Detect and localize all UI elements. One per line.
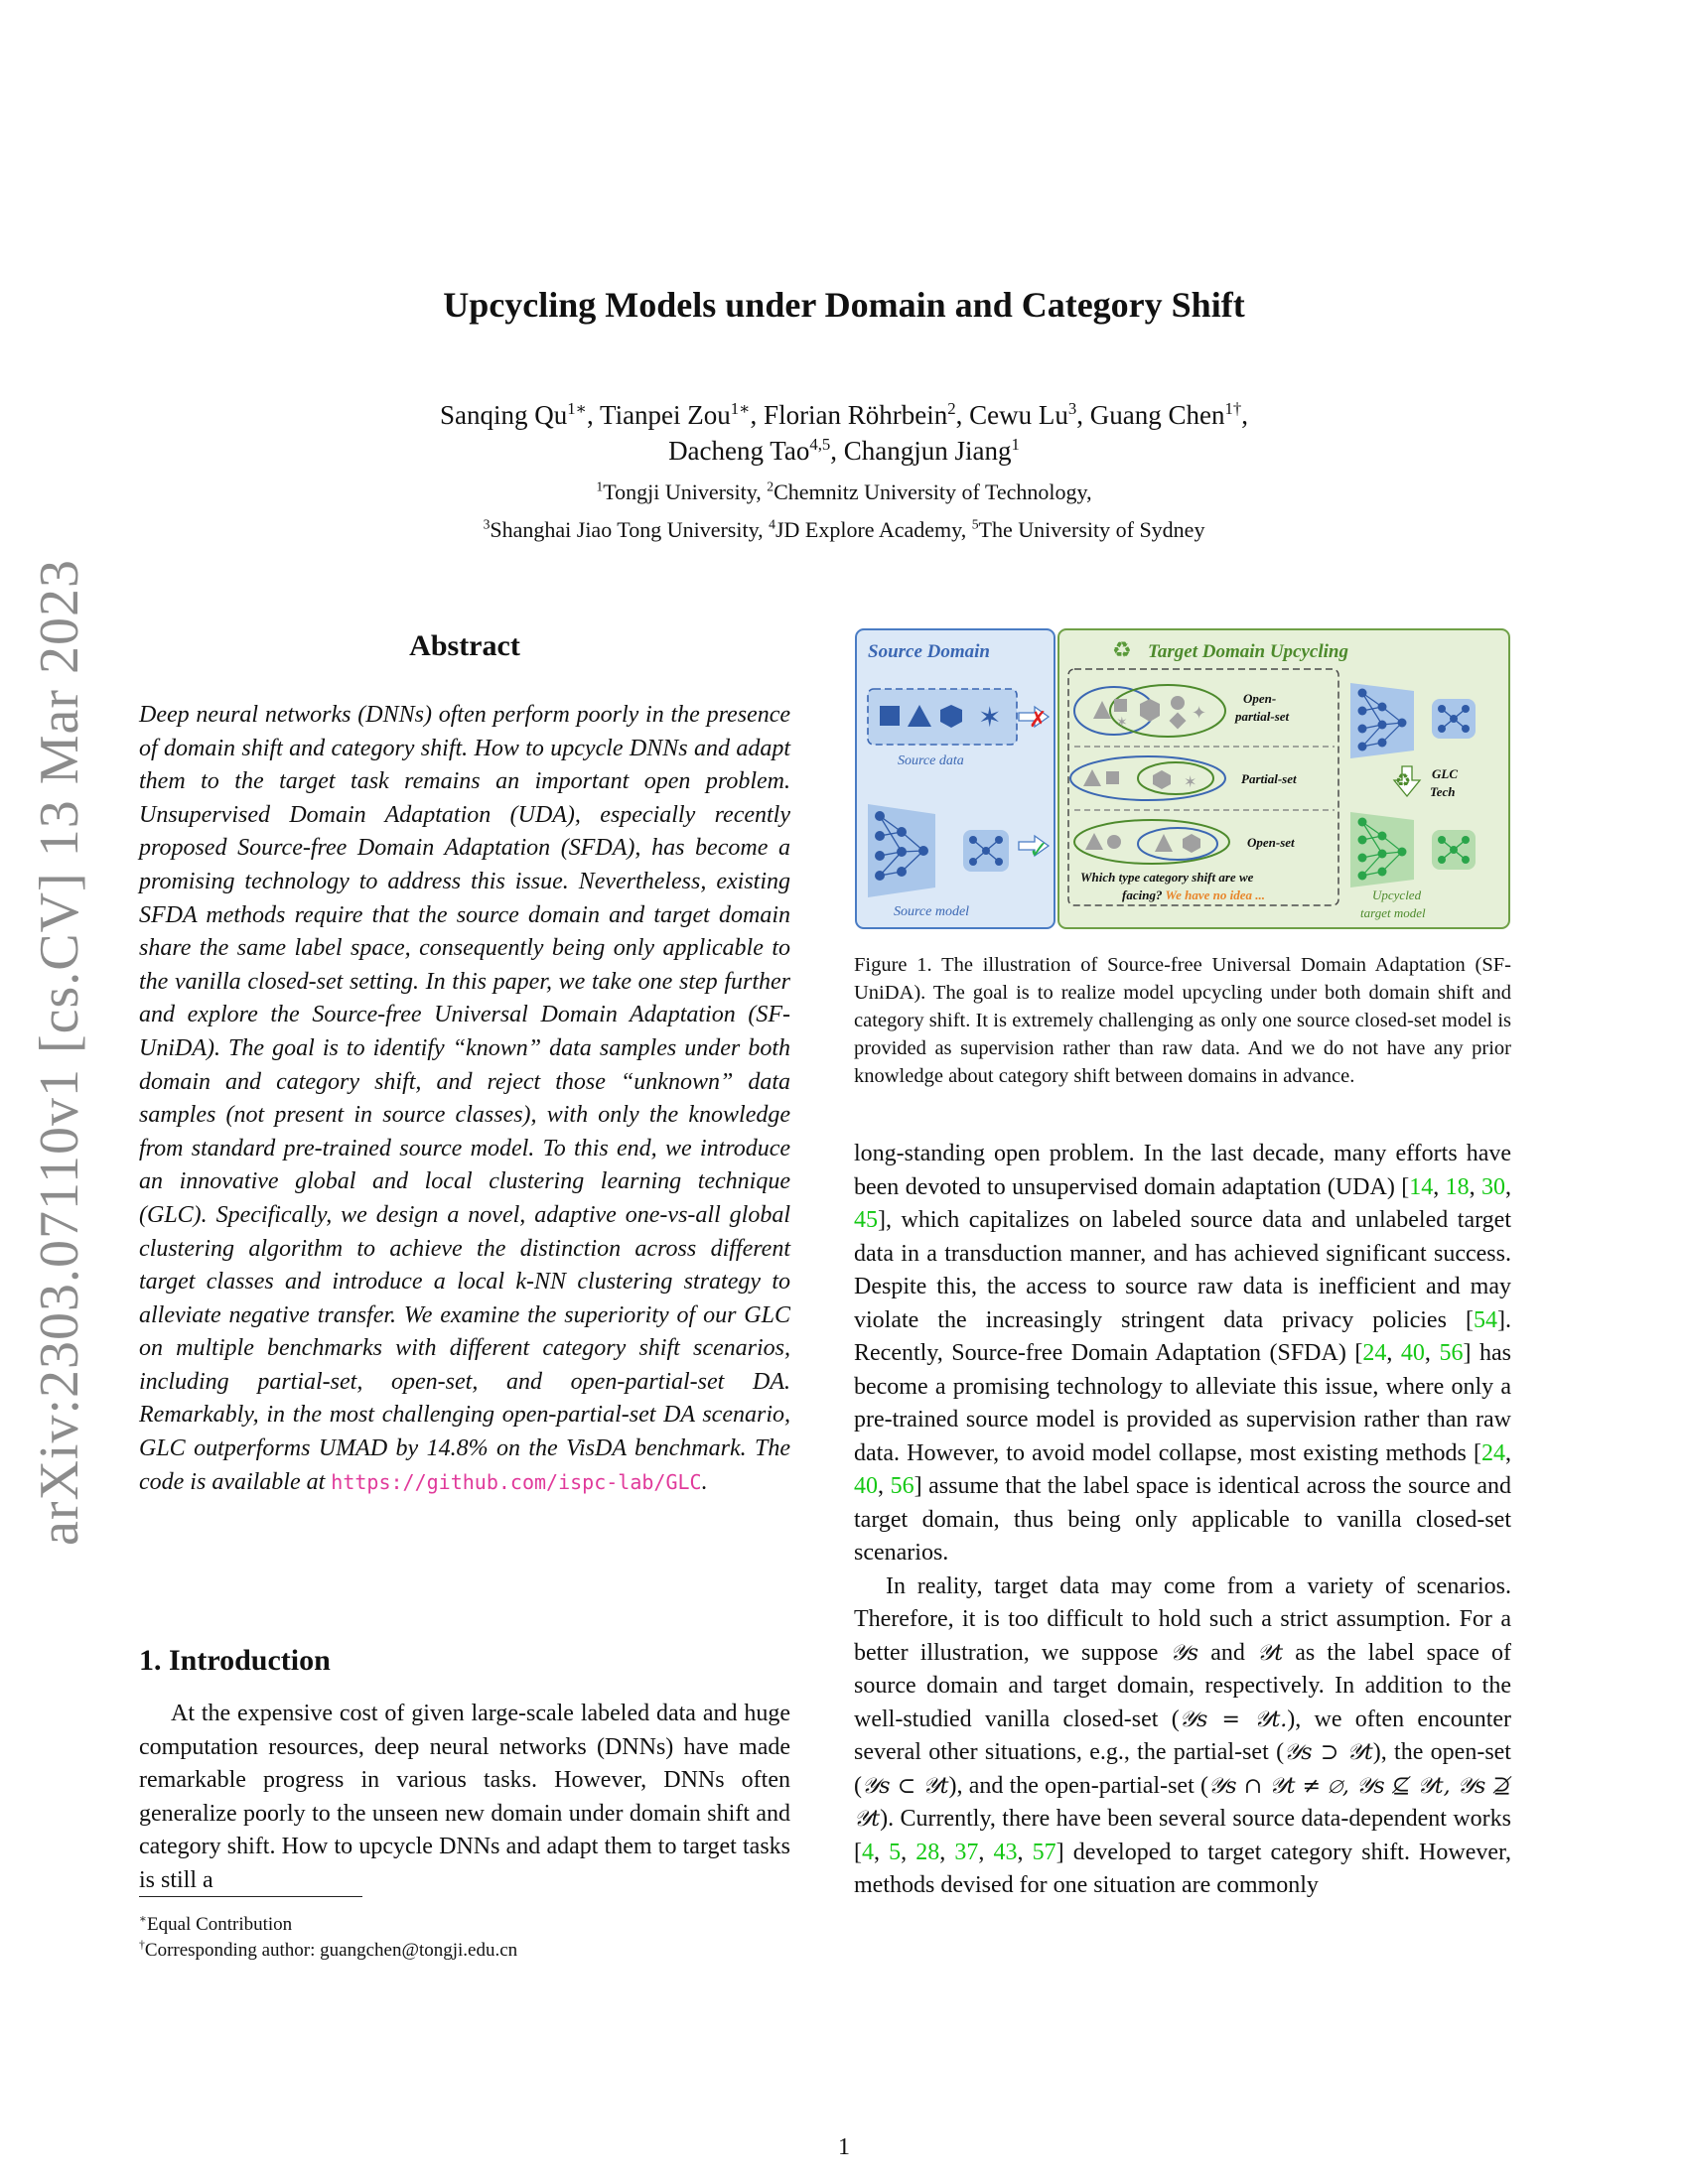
citation-link[interactable]: 24 (1481, 1439, 1505, 1466)
open-partial-set-label-1: Open- (1243, 691, 1277, 706)
citation-link[interactable]: 54 (1474, 1306, 1497, 1333)
abstract-heading: Abstract (409, 629, 520, 662)
citation-link[interactable]: 37 (954, 1839, 979, 1865)
recycle-icon: ♻ (1395, 770, 1412, 791)
citation-link[interactable]: 5 (889, 1839, 902, 1865)
math: 𝒴t (1256, 1640, 1284, 1666)
page-number: 1 (838, 2134, 850, 2160)
author: Tianpei Zou$^{1∗}$ (600, 399, 751, 430)
question-line-2: facing? We have no idea ... (1122, 887, 1265, 902)
pretrained-classifier-icon (1432, 699, 1476, 739)
math: 𝒴s ⊂ 𝒴t (862, 1773, 949, 1799)
upcycled-network-icon (1350, 812, 1414, 887)
math: 𝒴s ⊃ 𝒴t (1284, 1740, 1373, 1765)
intro-heading: 1. Introduction (139, 1644, 331, 1677)
source-classifier-icon (963, 830, 1009, 872)
footnote-equal: ∗Equal Contribution (139, 1912, 293, 1935)
figure-caption: Figure 1. The illustration of Source-free Universal Domain Adaptation (SF-UniDA). The goal is to realize model upcycling under both domain shift and category shift. It is extremely challenging as only one source closed-set model is provided as supervision rather than raw data. And we do not have any prior knowledge about category shift between domains in advance. (854, 954, 1511, 1087)
pretrained-network-icon (1350, 683, 1414, 758)
glc-label-1: GLC (1432, 766, 1458, 781)
source-data-label: Source data (898, 753, 964, 768)
citation-link[interactable]: 43 (993, 1839, 1018, 1865)
upcycled-label-2: target model (1360, 905, 1426, 920)
author: Florian Röhrbein$^2$ (764, 399, 956, 430)
question-line-1: Which type category shift are we (1080, 870, 1254, 885)
paper-title: Upcycling Models under Domain and Category Shift (443, 285, 1245, 325)
cross-icon: ✗ (1029, 708, 1048, 733)
star-icon: ✶ (978, 701, 1002, 734)
affiliation-line-1: $^1$Tongji University, $^2$Chemnitz University of Technology, (596, 478, 1092, 504)
svg-text:✶: ✶ (1184, 772, 1197, 791)
source-domain-label: Source Domain (868, 641, 990, 662)
citation-link[interactable]: 40 (854, 1473, 878, 1499)
footnotes (139, 1912, 790, 1964)
paragraph: In reality, target data may come from a variety of scenarios. Therefore, it is too difficult to hold such a strict assumption. For a better illustration, we suppose 𝒴s and 𝒴t as the label space of source domain and target domain, respectively. In addition to the well-studied vanilla closed-set (𝒴s = 𝒴t.), we often encounter several other situations, e.g., the partial-set (𝒴s ⊃ 𝒴t), the open-set (𝒴s ⊂ 𝒴t), and the open-partial-set (𝒴s ∩ 𝒴t ≠ ∅, 𝒴s ⊈ 𝒴t, 𝒴s ⊉ 𝒴t). Currently, there have been several source data-dependent works [4, 5, 28, 37, 43, 57] developed to target category shift. However, methods devised for one situation are commonly (854, 1572, 1512, 1898)
author-line-2: Dacheng Tao$^{4,5}$, Changjun Jiang$^1$ (668, 435, 1020, 466)
source-model-label: Source model (894, 904, 970, 919)
upcycled-label-1: Upcycled (1372, 887, 1422, 902)
abstract-body: Deep neural networks (DNNs) often perform poorly in the presence of domain shift and category shift. How to upcycle DNNs and adapt them to the target task remains an important open problem. Unsupervised Domain Adaptation (UDA), especially recently proposed Source-free Domain Adaptation (SFDA), has become a promising technology to address this issue. Nevertheless, existing SFDA methods require that the source domain and target domain share the same label space, consequently being only applicable to the vanilla closed-set setting. In this paper, we take one step further and explore the Source-free Universal Domain Adaptation (SF-UniDA). The goal is to identify “known” data samples under both domain and category shift, and reject those “unknown” data samples (not present in source classes), with only the knowledge from standard pre-trained source model. To this end, we introduce an innovative global and local clustering learning technique (GLC). Specifically, we design a novel, adaptive one-vs-all global clustering algorithm to achieve the distinction across different target classes and introduce a local k-NN clustering strategy to alleviate negative transfer. We examine the superiority of our GLC on multiple benchmarks with different category shift scenarios, including partial-set, open-set, and open-partial-set DA. Remarkably, in the most challenging open-partial-set DA scenario, GLC outperforms UMAD by 14.8% on the VisDA benchmark. The code is available at https://github.com/ispc-lab/GLC. (139, 702, 790, 1495)
author: Guang Chen$^{1\dagger}$ (1089, 399, 1242, 430)
open-set-label: Open-set (1247, 835, 1295, 850)
intro-paragraph: At the expensive cost of given large-scale labeled data and huge computation resources, deep neural networks (DNNs) have made remarkable progress in various tasks. However, DNNs often generalize poorly to the unseen new domain under domain shift and category shift. How to upcycle DNNs and adapt them to target tasks is still a (139, 1701, 790, 1893)
partial-set-label: Partial-set (1241, 771, 1297, 786)
citation-link[interactable]: 30 (1481, 1173, 1506, 1200)
code-link[interactable]: https://github.com/ispc-lab/GLC (331, 1469, 702, 1494)
citation-link[interactable]: 28 (915, 1839, 940, 1865)
affiliation-line-2: $^3$Shanghai Jiao Tong University, $^4$JD Explore Academy, $^5$The University of Sydney (483, 516, 1205, 542)
citation-link[interactable]: 40 (1400, 1340, 1425, 1366)
author: Changjun Jiang$^1$ (843, 435, 1020, 466)
svg-text:✶: ✶ (1116, 715, 1128, 731)
footnote-rule (139, 1896, 362, 1897)
footnote-corresponding: †Corresponding author: guangchen@tongji.edu.cn (139, 1938, 518, 1961)
citation-link[interactable]: 56 (1439, 1340, 1464, 1366)
author-list (199, 397, 1489, 469)
paragraph: long-standing open problem. In the last decade, many efforts have been devoted to unsupervised domain adaptation (UDA) [14, 18, 30, 45], which capitalizes on labeled source data and unlabeled target data in a transduction manner, and has achieved significant success. Despite this, the access to source raw data is inefficient and may violate the increasingly stringent data privacy policies [54]. Recently, Source-free Domain Adaptation (SFDA) [24, 40, 56] has become a promising technology to alleviate this issue, where only a pre-trained source model is provided as supervision rather than raw data. However, to avoid model collapse, most existing methods [24, 40, 56] assume that the label space is identical across the source and target domain, thus being only applicable to vanilla closed-set scenarios. (854, 1141, 1512, 1566)
citation-link[interactable]: 18 (1445, 1173, 1470, 1200)
math: 𝒴s (1170, 1640, 1199, 1666)
arxiv-id: arXiv:2303.07110v1 [cs.CV] 13 Mar 2023 (29, 558, 90, 1547)
citation-link[interactable]: 45 (854, 1207, 878, 1233)
square-icon (880, 706, 900, 726)
svg-text:✦: ✦ (1192, 703, 1207, 724)
citation-link[interactable]: 57 (1032, 1839, 1056, 1865)
source-model-network-icon (868, 804, 935, 897)
math: 𝒴s ∩ 𝒴t ≠ ∅, 𝒴s ⊈ 𝒴t, 𝒴s ⊉ 𝒴t (854, 1773, 1511, 1832)
right-column-text (854, 1138, 1511, 1903)
upcycled-classifier-icon (1432, 830, 1476, 870)
target-domain-label: Target Domain Upcycling (1148, 641, 1348, 662)
recycle-icon: ♻ (1112, 638, 1132, 663)
author: Cewu Lu$^3$ (969, 399, 1077, 430)
citation-link[interactable]: 24 (1362, 1340, 1387, 1366)
glc-label-2: Tech (1430, 784, 1456, 799)
author: Sanqing $Qu^{1∗}$ (440, 399, 588, 430)
author-line-1: Sanqing $Qu^{1∗}$, Tianpei Zou$^{1∗}$, Florian Röhrbein$^2$, Cewu Lu$^3$, Guang Chen$^{1\dagger}$, (440, 399, 1248, 430)
check-icon: ✓ (1029, 836, 1050, 864)
citation-link[interactable]: 4 (862, 1839, 874, 1865)
citation-link[interactable]: 56 (890, 1473, 914, 1499)
author: Dacheng Tao$^{4,5}$ (668, 435, 831, 466)
arxiv-sidebar (20, 556, 99, 1549)
citation-link[interactable]: 14 (1409, 1173, 1434, 1200)
figure-1 (854, 627, 1511, 930)
open-partial-set-label-2: partial-set (1235, 709, 1290, 724)
math: 𝒴s = 𝒴t. (1179, 1706, 1288, 1732)
